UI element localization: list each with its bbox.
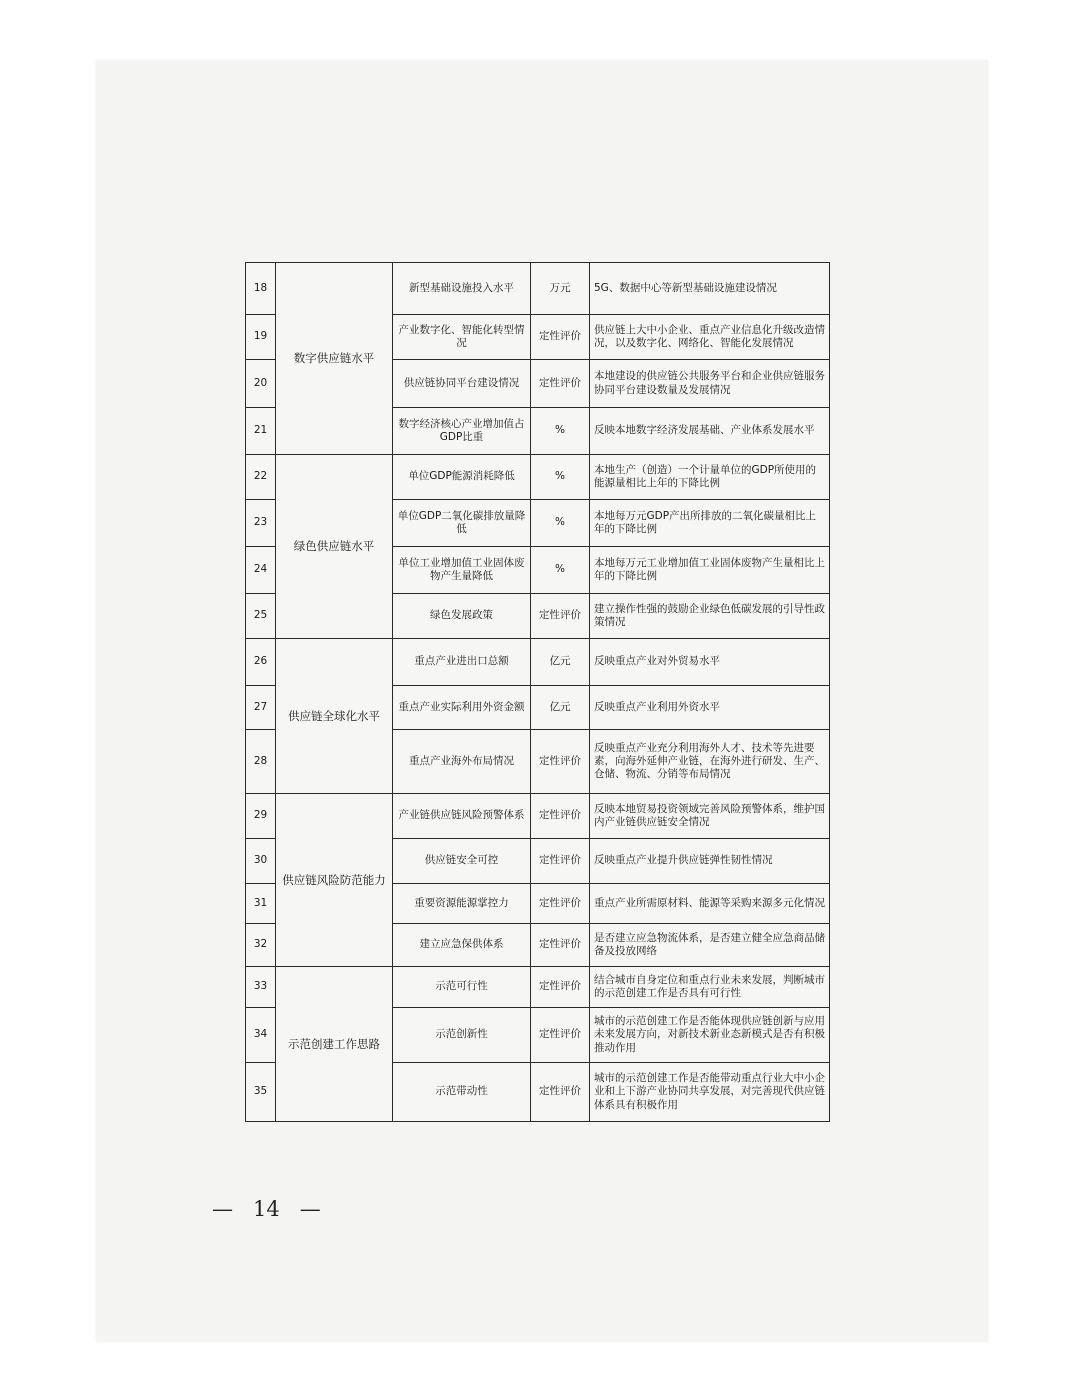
row-number: 32 [246,924,276,967]
row-number: 29 [246,794,276,839]
row-number: 20 [246,360,276,408]
category-cell: 数字供应链水平 [276,263,393,455]
footer-dash-left: — [212,1197,233,1221]
row-number: 18 [246,263,276,315]
unit-cell: 定性评价 [531,594,590,639]
row-number: 28 [246,730,276,794]
indicator-cell: 示范可行性 [393,967,531,1008]
unit-cell: 亿元 [531,686,590,730]
category-cell: 示范创建工作思路 [276,967,393,1122]
indicator-cell: 单位GDP能源消耗降低 [393,455,531,500]
description-cell: 反映本地贸易投资领域完善风险预警体系，维护国内产业链供应链安全情况 [590,794,830,839]
description-cell: 本地每万元工业增加值工业固体废物产生量相比上年的下降比例 [590,547,830,594]
row-number: 33 [246,967,276,1008]
category-cell: 绿色供应链水平 [276,455,393,639]
indicator-cell: 重要资源能源掌控力 [393,884,531,924]
description-cell: 反映本地数字经济发展基础、产业体系发展水平 [590,408,830,455]
indicator-cell: 数字经济核心产业增加值占GDP比重 [393,408,531,455]
unit-cell: 定性评价 [531,730,590,794]
unit-cell: % [531,500,590,547]
category-cell: 供应链全球化水平 [276,639,393,794]
unit-cell: 定性评价 [531,794,590,839]
indicator-cell: 重点产业海外布局情况 [393,730,531,794]
page-number-footer [212,1197,321,1221]
description-cell: 本地建设的供应链公共服务平台和企业供应链服务协同平台建设数量及发展情况 [590,360,830,408]
row-number: 31 [246,884,276,924]
unit-cell: 定性评价 [531,360,590,408]
description-cell: 5G、数据中心等新型基础设施建设情况 [590,263,830,315]
description-cell: 建立操作性强的鼓励企业绿色低碳发展的引导性政策情况 [590,594,830,639]
description-cell: 城市的示范创建工作是否能体现供应链创新与应用未来发展方向，对新技术新业态新模式是否有积极推动作用 [590,1008,830,1063]
indicator-cell: 重点产业实际利用外资金额 [393,686,531,730]
indicator-cell: 建立应急保供体系 [393,924,531,967]
table-row [246,639,830,686]
description-cell: 供应链上大中小企业、重点产业信息化升级改造情况，以及数字化、网络化、智能化发展情况 [590,315,830,360]
page-number: 14 [253,1197,280,1221]
indicator-cell: 重点产业进出口总额 [393,639,531,686]
description-cell: 是否建立应急物流体系，是否建立健全应急商品储备及投放网络 [590,924,830,967]
description-cell: 本地每万元GDP产出所排放的二氧化碳量相比上年的下降比例 [590,500,830,547]
indicator-cell: 供应链协同平台建设情况 [393,360,531,408]
indicator-cell: 供应链安全可控 [393,839,531,884]
row-number: 30 [246,839,276,884]
row-number: 27 [246,686,276,730]
description-cell: 结合城市自身定位和重点行业未来发展，判断城市的示范创建工作是否具有可行性 [590,967,830,1008]
unit-cell: % [531,547,590,594]
row-number: 34 [246,1008,276,1063]
table-row [246,455,830,500]
row-number: 25 [246,594,276,639]
indicator-cell: 示范创新性 [393,1008,531,1063]
unit-cell: 定性评价 [531,884,590,924]
row-number: 22 [246,455,276,500]
description-cell: 反映重点产业充分利用海外人才、技术等先进要素，向海外延伸产业链，在海外进行研发、生产、仓储、物流、分销等布局情况 [590,730,830,794]
description-cell: 本地生产（创造）一个计量单位的GDP所使用的能源量相比上年的下降比例 [590,455,830,500]
category-cell: 供应链风险防范能力 [276,794,393,967]
description-cell: 反映重点产业对外贸易水平 [590,639,830,686]
unit-cell: 定性评价 [531,967,590,1008]
row-number: 23 [246,500,276,547]
unit-cell: 定性评价 [531,839,590,884]
table-row [246,967,830,1008]
unit-cell: 亿元 [531,639,590,686]
unit-cell: % [531,455,590,500]
description-cell: 反映重点产业提升供应链弹性韧性情况 [590,839,830,884]
description-cell: 城市的示范创建工作是否能带动重点行业大中小企业和上下游产业协同共享发展，对完善现代供应链体系具有积极作用 [590,1063,830,1122]
unit-cell: 万元 [531,263,590,315]
indicator-cell: 产业链供应链风险预警体系 [393,794,531,839]
description-cell: 反映重点产业利用外资水平 [590,686,830,730]
indicator-table [245,262,830,1122]
indicator-cell: 新型基础设施投入水平 [393,263,531,315]
unit-cell: % [531,408,590,455]
row-number: 21 [246,408,276,455]
indicator-cell: 产业数字化、智能化转型情况 [393,315,531,360]
table-row [246,794,830,839]
unit-cell: 定性评价 [531,924,590,967]
indicator-cell: 绿色发展政策 [393,594,531,639]
row-number: 26 [246,639,276,686]
row-number: 24 [246,547,276,594]
table-row [246,263,830,315]
unit-cell: 定性评价 [531,1063,590,1122]
indicator-cell: 单位工业增加值工业固体废物产生量降低 [393,547,531,594]
indicator-cell: 单位GDP二氧化碳排放量降低 [393,500,531,547]
indicator-cell: 示范带动性 [393,1063,531,1122]
unit-cell: 定性评价 [531,1008,590,1063]
row-number: 35 [246,1063,276,1122]
unit-cell: 定性评价 [531,315,590,360]
row-number: 19 [246,315,276,360]
footer-dash-right: — [299,1197,321,1221]
description-cell: 重点产业所需原材料、能源等采购来源多元化情况 [590,884,830,924]
